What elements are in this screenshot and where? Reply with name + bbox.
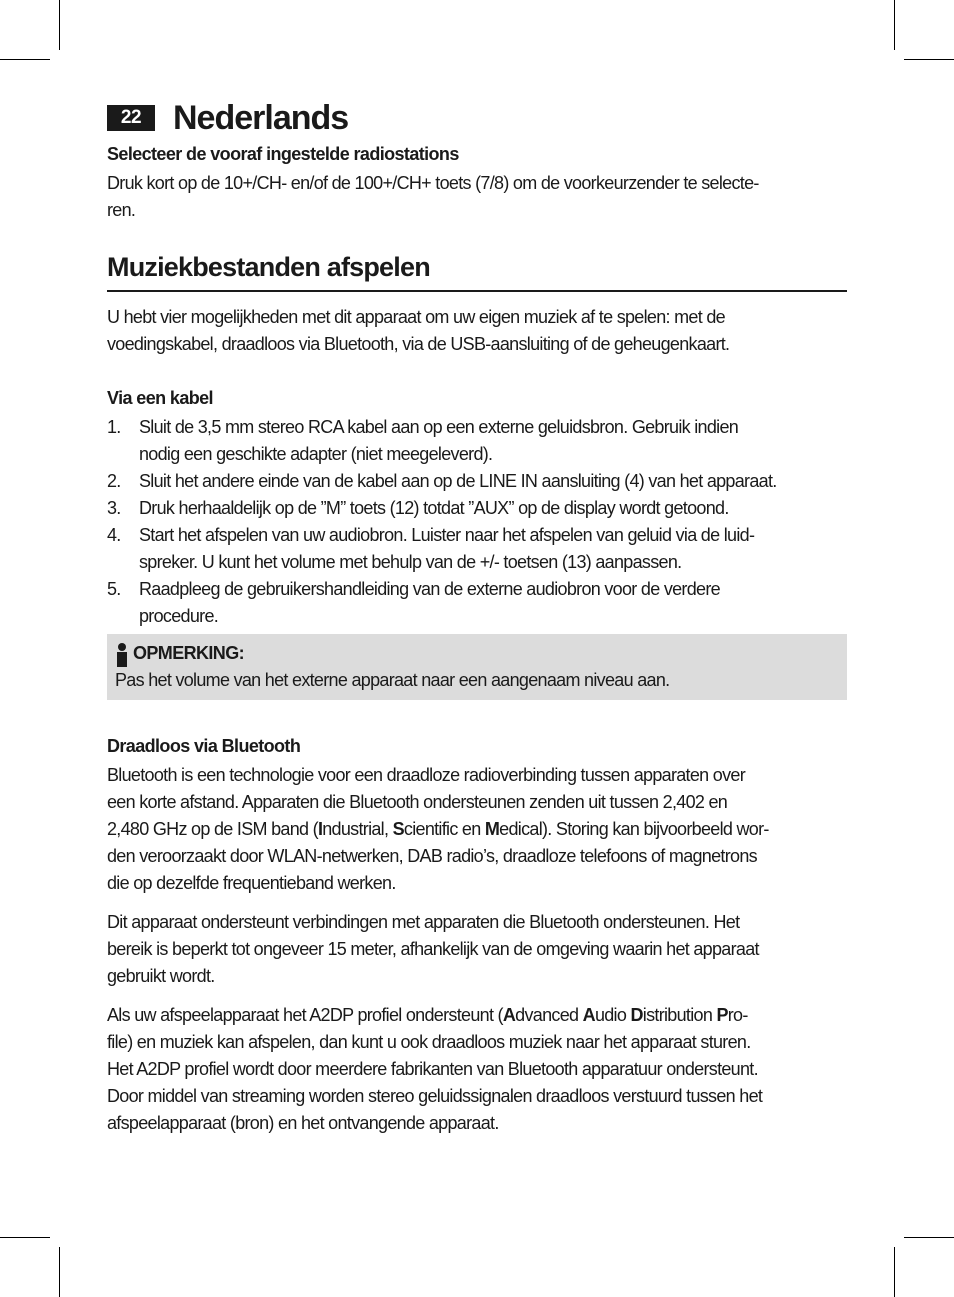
step-text: Start het afspelen van uw audiobron. Luister naar het afspelen van geluid via de luid- (139, 525, 755, 545)
step-text: Sluit het andere einde van de kabel aan op de LINE IN aansluiting (4) van het apparaat. (139, 471, 777, 491)
note-label: OPMERKING: (133, 643, 245, 663)
preset-heading: Selecteer de vooraf ingestelde radiostations (107, 144, 459, 164)
text-line: den veroorzaakt door WLAN-netwerken, DAB radio’s, draadloze telefoons of magnetrons (107, 846, 757, 866)
text-line: bereik is beperkt tot ongeveer 15 meter, afhankelijk van de omgeving waarin het apparaat (107, 939, 759, 959)
page-number: 22 (107, 105, 155, 131)
text-line: Dit apparaat ondersteunt verbindingen met apparaten die Bluetooth ondersteunen. Het (107, 912, 740, 932)
note-text: Pas het volume van het externe apparaat naar een aangenaam niveau aan. (115, 670, 670, 690)
music-intro (107, 304, 847, 358)
crop-mark-top-right-vertical (894, 0, 895, 50)
crop-mark-top-left-horizontal (0, 59, 50, 60)
text-line: die op dezelfde frequentieband werken. (107, 873, 396, 893)
bluetooth-paragraph-1 (107, 762, 847, 897)
text-line: ren. (107, 200, 136, 220)
preset-paragraph (107, 170, 847, 224)
crop-mark-bottom-left-horizontal (0, 1237, 50, 1238)
step-text: Druk herhaaldelijk op de ”M” toets (12) totdat ”AUX” op de display wordt getoond. (139, 498, 729, 518)
step-text: procedure. (139, 606, 219, 626)
note-header (115, 640, 839, 667)
list-item (107, 414, 847, 468)
step-text: spreker. U kunt het volume met behulp van de +/- toetsen (13) aanpassen. (139, 552, 682, 572)
crop-mark-top-right-horizontal (904, 59, 954, 60)
info-icon (115, 641, 129, 667)
text-line: gebruikt wordt. (107, 966, 215, 986)
text-line: Bluetooth is een technologie voor een draadloze radioverbinding tussen apparaten over (107, 765, 745, 785)
text-line: voedingskabel, draadloos via Bluetooth, via de USB-aansluiting of de geheugenkaart. (107, 334, 730, 354)
step-number: 5. (107, 579, 121, 599)
step-text: Raadpleeg de gebruikershandleiding van de externe audiobron voor de verdere (139, 579, 720, 599)
cable-heading: Via een kabel (107, 388, 213, 408)
list-item (107, 576, 847, 630)
bluetooth-paragraph-2 (107, 909, 847, 990)
text-line: file) en muziek kan afspelen, dan kunt u ook draadloos muziek naar het apparaat sturen. (107, 1032, 751, 1052)
crop-mark-bottom-right-vertical (894, 1247, 895, 1297)
text-line: Door middel van streaming worden stereo geluidssignalen draadloos verstuurd tussen het (107, 1086, 763, 1106)
bluetooth-paragraph-3 (107, 1002, 847, 1137)
section-title: Muziekbestanden afspelen (107, 250, 847, 292)
text-line: afspeelapparaat (bron) en het ontvangende apparaat. (107, 1113, 499, 1133)
step-text: nodig een geschikte adapter (niet meegeleverd). (139, 444, 493, 464)
step-number: 4. (107, 525, 121, 545)
crop-mark-bottom-right-horizontal (904, 1237, 954, 1238)
cable-steps (107, 414, 847, 630)
crop-mark-top-left-vertical (59, 0, 60, 50)
note-box (107, 634, 847, 700)
crop-mark-bottom-left-vertical (59, 1247, 60, 1297)
list-item (107, 495, 847, 522)
bluetooth-heading: Draadloos via Bluetooth (107, 736, 301, 756)
list-item (107, 468, 847, 495)
text-line: 2,480 GHz op de ISM band (Industrial, Scientific en Medical). Storing kan bijvoorbeeld wor- (107, 819, 769, 839)
text-line: U hebt vier mogelijkheden met dit apparaat om uw eigen muziek af te spelen: met de (107, 307, 725, 327)
text-line: Druk kort op de 10+/CH- en/of de 100+/CH+ toets (7/8) om de voorkeurzender te selecte- (107, 173, 759, 193)
page-header (107, 98, 847, 138)
step-number: 1. (107, 417, 121, 437)
text-line: Het A2DP profiel wordt door meerdere fabrikanten van Bluetooth apparatuur ondersteunt. (107, 1059, 758, 1079)
step-number: 2. (107, 471, 121, 491)
text-line: Als uw afspeelapparaat het A2DP profiel ondersteunt (Advanced Audio Distribution Pro- (107, 1005, 748, 1025)
language-title: Nederlands (173, 99, 349, 137)
text-line: een korte afstand. Apparaten die Bluetooth ondersteunen zenden uit tussen 2,402 en (107, 792, 728, 812)
list-item (107, 522, 847, 576)
step-number: 3. (107, 498, 121, 518)
step-text: Sluit de 3,5 mm stereo RCA kabel aan op een externe geluidsbron. Gebruik indien (139, 417, 739, 437)
page-content (107, 98, 847, 1137)
